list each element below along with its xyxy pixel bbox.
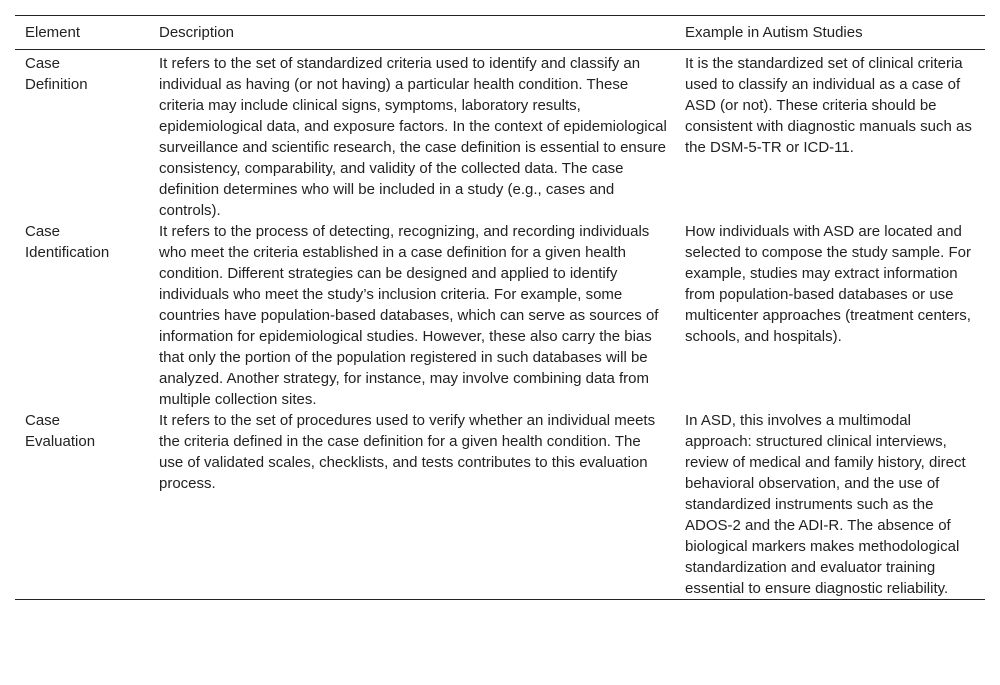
- header-description: Description: [159, 24, 235, 41]
- element-cell: [15, 50, 149, 222]
- element-cell: [15, 410, 149, 600]
- element-line: Identification: [25, 244, 110, 261]
- case-elements-table: [15, 15, 985, 600]
- table-container: [15, 15, 985, 600]
- description-cell: It refers to the process of detecting, recognizing, and recording individuals who meet the criteria established in a case definition for a given health condition. Different strategies can be designed and applied to identify individuals who meet the study’s inclusion criteria. For example, some countries have population-based databases, which can serve as sources of information for epidemiological studies. However, these also carry the bias that only the portion of the population registered in such databases will be analyzed. Another strategy, for instance, may involve combining data from multiple collection sites.: [159, 223, 659, 408]
- element-line: Case: [25, 412, 61, 429]
- description-cell: It refers to the set of standardized criteria used to identify and classify an individual as having (or not having) a particular health condition. These criteria may include clinical signs, symptoms, laboratory results, epidemiological data, and exposure factors. In the context of epidemiological surveillance and scientific research, the case definition is essential to ensure consistency, comparability, and validity of the collected data. The case definition determines who will be included in a study (e.g., cases and controls).: [159, 55, 667, 219]
- table-row: [15, 50, 985, 222]
- header-example: Example in Autism Studies: [685, 24, 863, 41]
- example-cell: It is the standardized set of clinical criteria used to classify an individual as a case of ASD (or not). These criteria should be consistent with diagnostic manuals such as the DSM-5-TR or ICD-11.: [685, 55, 972, 156]
- example-cell: How individuals with ASD are located and selected to compose the study sample. For example, studies may extract information from population-based databases or use multicenter approaches (treatment centers, schools, and hospitals).: [685, 223, 971, 345]
- element-cell: [15, 221, 149, 410]
- element-line: Case: [25, 223, 61, 240]
- table-row: [15, 221, 985, 410]
- header-element: Element: [25, 24, 81, 41]
- table-body: [15, 50, 985, 600]
- element-line: Case: [25, 55, 61, 72]
- element-line: Definition: [25, 76, 88, 93]
- table-header: [15, 16, 985, 50]
- element-line: Evaluation: [25, 433, 96, 450]
- table-row: [15, 410, 985, 600]
- description-cell: It refers to the set of procedures used to verify whether an individual meets the criteria defined in the case definition for a given health condition. The use of validated scales, checklists, and tests contributes to this evaluation process.: [159, 412, 656, 492]
- example-cell: In ASD, this involves a multimodal approach: structured clinical interviews, review of medical and family history, direct behavioral observation, and the use of standardized instruments such as the ADOS-2 and the ADI-R. The absence of biological markers makes methodological standardization and evaluator training essential to ensure diagnostic reliability.: [685, 412, 966, 597]
- header-row: [15, 16, 985, 50]
